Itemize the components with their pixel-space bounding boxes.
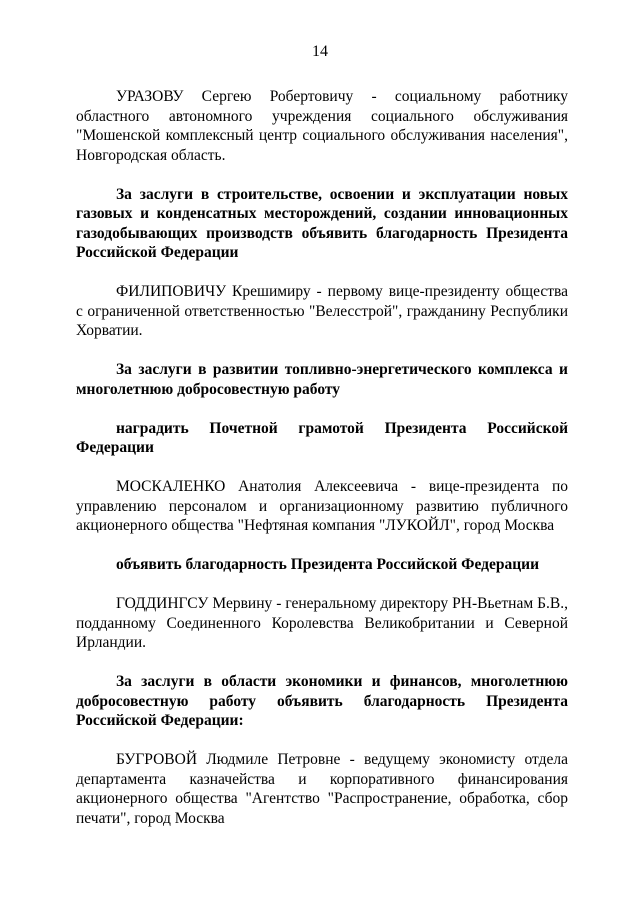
award-heading-economy-finance: За заслуги в области экономики и финансов, многолетнюю добросовестную работу объявить благодарность Президента Российской Федерации: bbox=[76, 673, 568, 729]
award-recipient-bugrova: БУГРОВОЙ Людмиле Петровне - ведущему экономисту отдела департамента казначейства и корпоративного финансирования акционерного общества "Агентство "Распространение, обработка, сбор печати", город Москва bbox=[76, 751, 568, 827]
award-recipient-goddings: ГОДДИНГСУ Мервину - генеральному директору РН-Вьетнам Б.В., подданному Соединенного Королевства Великобритании и Северной Ирландии. bbox=[76, 595, 568, 651]
paragraph-spacer bbox=[76, 536, 568, 556]
paragraph-spacer bbox=[76, 458, 568, 478]
award-recipient-moskalenko: МОСКАЛЕНКО Анатолия Алексеевича - вице-президента по управлению персоналом и организационному развитию публичного акционерного общества "Нефтяная компания "ЛУКОЙЛ", город Москва bbox=[76, 478, 568, 534]
award-heading-fuel-energy: За заслуги в развитии топливно-энергетического комплекса и многолетнюю добросовестную работу bbox=[76, 361, 568, 398]
paragraph-spacer bbox=[76, 399, 568, 419]
paragraph-spacer bbox=[76, 575, 568, 595]
award-recipient-urazov: УРАЗОВУ Сергею Робертовичу - социальному работнику областного автономного учреждения социального обслуживания "Мошенской комплексный центр социального обслуживания населения", Новгородская область. bbox=[76, 88, 568, 164]
award-heading-certificate: наградить Почетной грамотой Президента Российской Федерации bbox=[76, 419, 568, 456]
document-body bbox=[76, 87, 568, 828]
paragraph-spacer bbox=[76, 731, 568, 751]
paragraph-spacer bbox=[76, 263, 568, 283]
award-recipient-filipovich: ФИЛИПОВИЧУ Крешимиру - первому вице-президенту общества с ограниченной ответственностью "Велесстрой", гражданину Республики Хорватии. bbox=[76, 283, 568, 339]
award-heading-gas-fields: За заслуги в строительстве, освоении и эксплуатации новых газовых и конденсатных месторождений, создании инновационных газодобывающих производств объявить благодарность Президента Российской Федерации bbox=[76, 185, 568, 261]
paragraph-spacer bbox=[76, 341, 568, 361]
award-heading-gratitude: объявить благодарность Президента Российской Федерации bbox=[116, 556, 540, 573]
page-number: 14 bbox=[312, 43, 328, 60]
paragraph-spacer bbox=[76, 653, 568, 673]
paragraph-spacer bbox=[76, 165, 568, 185]
